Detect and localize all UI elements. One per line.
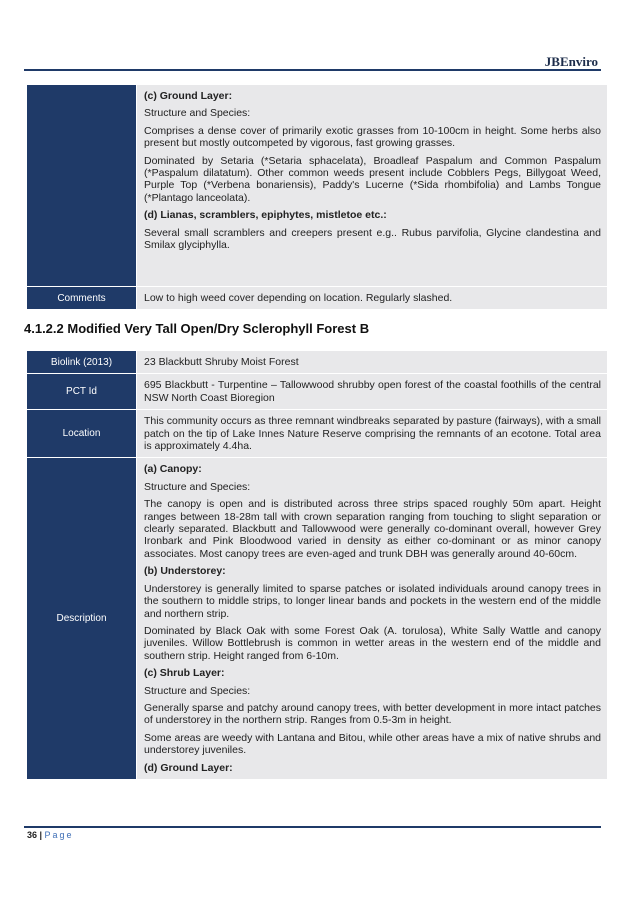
row-content [137,410,608,458]
table-row [27,85,607,287]
paragraph: Dominated by Black Oak with some Forest Oak (A. torulosa), White Sally Wattle and canopy juveniles. Willow Bottlebrush is common in wetter areas in the western end of the middle and southern strip. Height ranged from 6-10m. [144,624,601,662]
page-word: Page [44,830,74,840]
table-row [27,351,607,374]
paragraph: Understorey is generally limited to sparse patches or isolated individuals around canopy trees in the southern to middle strips, to longer linear bands and pockets in the western end of the middle and northern strip. [144,582,601,620]
row-label-biolink: Biolink (2013) [27,351,137,374]
paragraph: 23 Blackbutt Shruby Moist Forest [144,356,299,368]
row-label-comments: Comments [27,287,137,310]
row-label-pct-id: PCT Id [27,374,137,410]
paragraph: The canopy is open and is distributed across three strips spaced roughly 50m apart. Height ranges between 18-28m tall with crown separation ranging from touching to slight separation or clearly separated. Blackbutt and Tallowwood were generally co-dominant overall, however Grey Ironbark and Pink Bloodwood varied in density as either co-dominant or as minor canopy associates. Most canopy trees are even-aged and trunk DBH was generally around 40-60cm. [144,498,601,560]
row-content [137,458,608,780]
paragraph: Structure and Species: [144,107,251,120]
row-label-description: Description [27,458,137,780]
table-row [27,458,607,780]
subheading-lianas: (d) Lianas, scramblers, epiphytes, mistletoe etc.: [144,209,387,222]
table-row [27,374,607,410]
subheading-shrub-layer: (c) Shrub Layer: [144,667,225,680]
subheading-ground-layer: (c) Ground Layer: [144,90,233,102]
paragraph: Structure and Species: [144,684,251,697]
vegetation-table [27,351,607,780]
vegetation-table-continued [27,85,607,310]
footer-rule [24,826,601,828]
paragraph: Dominated by Setaria (*Setaria sphacelata), Broadleaf Paspalum and Common Paspalum (*Paspalum dilatatum). Other common weeds present include Cobblers Pegs, Billygoat Weed, Purple Top (*Verbena bonariensis), Paddy's Lucerne (*Sida rhombifolia) and Lambs Tongue (*Plantago lanceolata). [144,154,601,204]
table-row [27,287,607,310]
subheading-canopy: (a) Canopy: [144,463,202,476]
footer-separator: | [37,830,45,840]
paragraph: Several small scramblers and creepers present e.g.. Rubus parvifolia, Glycine clandestina and Smilax glyciphylla. [144,226,601,252]
paragraph: Generally sparse and patchy around canopy trees, with better development in more intact patches of understorey in the northern strip. Ranges from 0.5-3m in height. [144,701,601,727]
row-label [27,85,137,287]
row-label-location: Location [27,410,137,458]
page-footer [27,830,74,840]
paragraph: Comprises a dense cover of primarily exotic grasses from 10-100cm in height. Some herbs also present but mostly outcompeted by vigorous, fast growing grasses. [144,124,601,150]
subheading-understorey: (b) Understorey: [144,565,226,578]
paragraph: This community occurs as three remnant windbreaks separated by pasture (fairways), with a small patch on the tip of Lake Innes Nature Reserve comprising the remnants of an ecotone. Total area is approximately 4.4ha. [144,415,601,453]
paragraph: Structure and Species: [144,480,251,493]
subheading-ground-layer: (d) Ground Layer: [144,761,233,774]
section-heading: 4.1.2.2 Modified Very Tall Open/Dry Sclerophyll Forest B [24,321,370,336]
paragraph: Low to high weed cover depending on location. Regularly slashed. [144,292,453,304]
paragraph: Some areas are weedy with Lantana and Bitou, while other areas have a mix of native shrubs and understorey juveniles. [144,731,601,757]
row-content [137,85,608,287]
paragraph: 695 Blackbutt - Turpentine – Tallowwood shrubby open forest of the coastal foothills of the central NSW North Coast Bioregion [144,379,601,404]
row-content [137,287,608,310]
table-row [27,410,607,458]
page-number: 36 [27,830,38,840]
row-content [137,374,608,410]
header-rule [24,69,601,71]
brand-logo: JBEnviro [544,54,598,69]
row-content [137,351,608,374]
